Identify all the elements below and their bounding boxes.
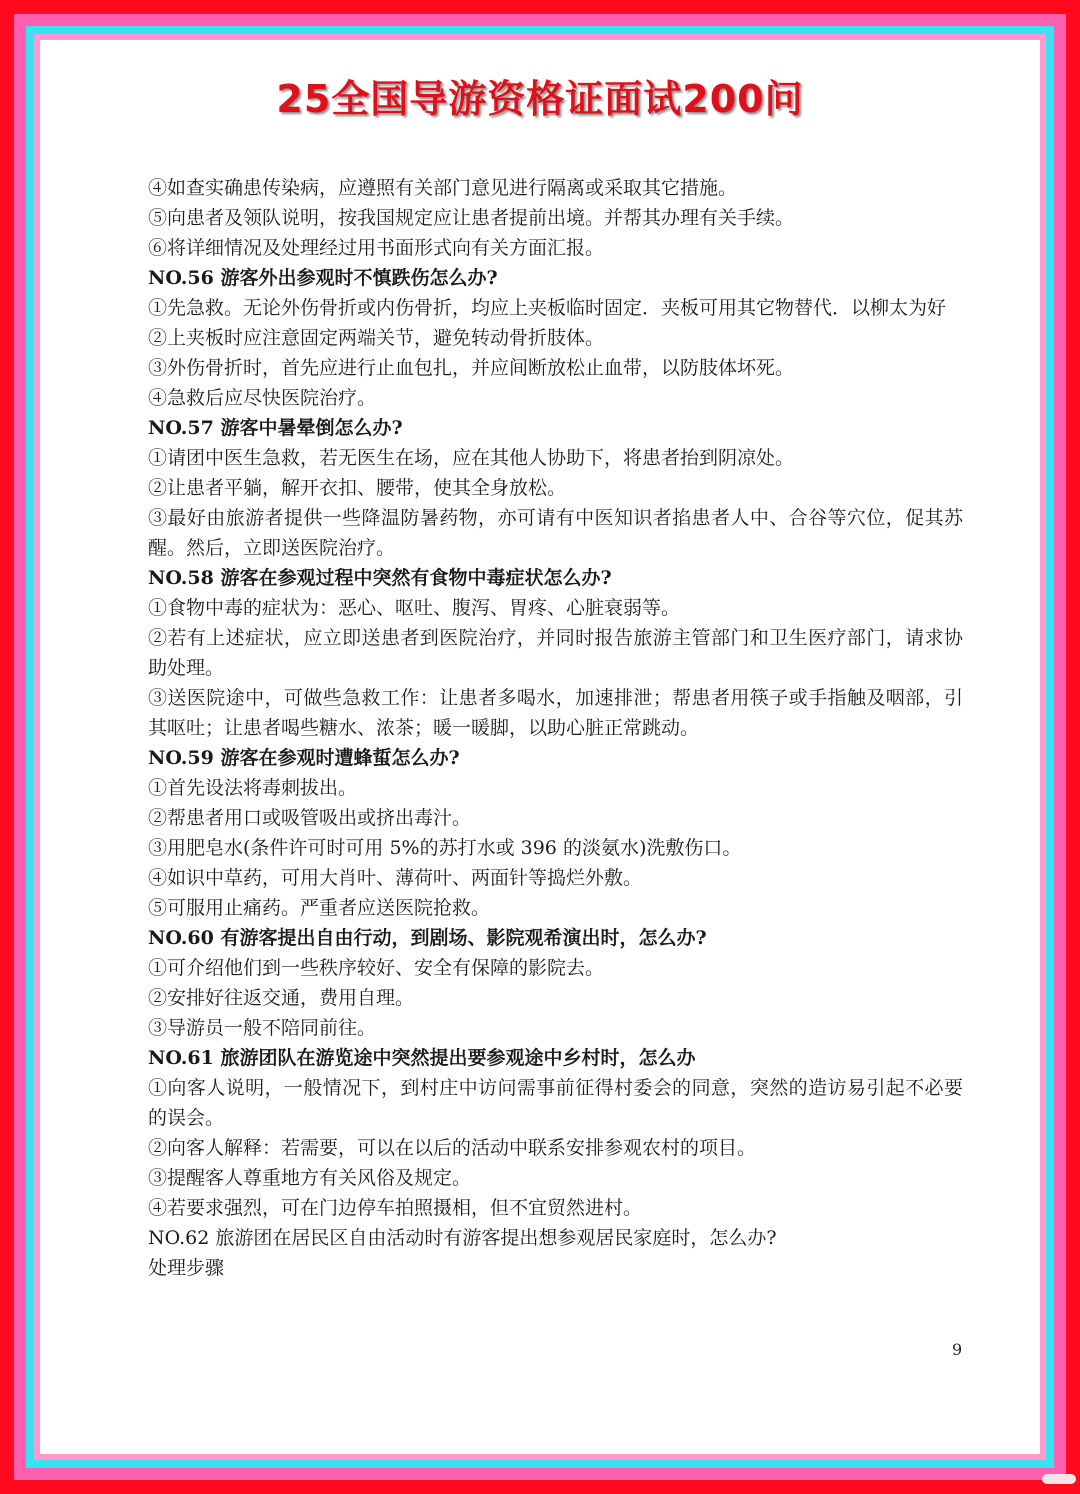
- text-line: ①请团中医生急救，若无医生在场，应在其他人协助下，将患者抬到阴凉处。: [148, 447, 795, 469]
- text-line: ③导游员一般不陪同前往。: [148, 1017, 377, 1039]
- text-line: ③用肥皂水(条件许可时可用 5%的苏打水或 396 的淡氨水)洗敷伤口。: [148, 837, 742, 859]
- text-line: ③提醒客人尊重地方有关风俗及规定。: [148, 1167, 472, 1189]
- text-line: ②安排好往返交通，费用自理。: [148, 987, 415, 1009]
- text-line: ②上夹板时应注意固定两端关节，避免转动骨折肢体。: [148, 327, 605, 349]
- question-heading: NO.56 游客外出参观时不慎跌伤怎么办?: [148, 267, 498, 289]
- text-line: ⑤可服用止痛药。严重者应送医院抢救。: [148, 897, 491, 919]
- text-line: ④如识中草药，可用大肖叶、薄荷叶、两面针等捣烂外敷。: [148, 867, 643, 889]
- text-line: ①先急救。无论外伤骨折或内伤骨折，均应上夹板临时固定．夹板可用其它物替代．以柳太为好: [148, 297, 947, 319]
- text-line: ④若要求强烈，可在门边停车拍照摄相，但不宜贸然进村。: [148, 1197, 643, 1219]
- text-line: ②让患者平躺，解开衣扣、腰带，使其全身放松。: [148, 477, 567, 499]
- question-heading: NO.61 旅游团队在游览途中突然提出要参观途中乡村时，怎么办: [148, 1047, 696, 1069]
- text-line: 处理步骤: [148, 1257, 225, 1279]
- text-line: ①首先设法将毒刺拔出。: [148, 777, 358, 799]
- document-body: [148, 173, 963, 1283]
- text-line: ②帮患者用口或吸管吸出或挤出毒汁。: [148, 807, 472, 829]
- text-line: NO.62 旅游团在居民区自由活动时有游客提出想参观居民家庭时，怎么办?: [148, 1227, 777, 1249]
- watermark-mark: [1042, 1474, 1076, 1484]
- text-line: ③送医院途中，可做些急救工作：让患者多喝水，加速排泄；帮患者用筷子或手指触及咽部，引其呕吐；让患者喝些糖水、浓茶；暖一暖脚，以助心脏正常跳动。: [148, 687, 963, 739]
- document-page: [40, 40, 1040, 1454]
- question-heading: NO.58 游客在参观过程中突然有食物中毒症状怎么办?: [148, 567, 612, 589]
- text-line: ①可介绍他们到一些秩序较好、安全有保障的影院去。: [148, 957, 605, 979]
- page-title: 25全国导游资格证面试200问: [276, 77, 804, 121]
- text-line: ①食物中毒的症状为：恶心、呕吐、腹泻、胃疼、心脏衰弱等。: [148, 597, 681, 619]
- question-heading: NO.57 游客中暑晕倒怎么办?: [148, 417, 403, 439]
- text-line: ④如查实确患传染病，应遵照有关部门意见进行隔离或采取其它措施。: [148, 177, 738, 199]
- text-line: ⑥将详细情况及处理经过用书面形式向有关方面汇报。: [148, 237, 605, 259]
- question-heading: NO.59 游客在参观时遭蜂蜇怎么办?: [148, 747, 460, 769]
- text-line: ③最好由旅游者提供一些降温防暑药物，亦可请有中医知识者掐患者人中、合谷等穴位，促其苏醒。然后，立即送医院治疗。: [148, 507, 963, 559]
- text-line: ④急救后应尽快医院治疗。: [148, 387, 377, 409]
- question-heading: NO.60 有游客提出自由行动，到剧场、影院观希演出时，怎么办?: [148, 927, 707, 949]
- text-line: ②若有上述症状，应立即送患者到医院治疗，并同时报告旅游主管部门和卫生医疗部门，请求协助处理。: [148, 627, 963, 679]
- text-line: ②向客人解释：若需要，可以在以后的活动中联系安排参观农村的项目。: [148, 1137, 757, 1159]
- text-line: ①向客人说明，一般情况下，到村庄中访问需事前征得村委会的同意，突然的造访易引起不必要的误会。: [148, 1077, 963, 1129]
- text-line: ⑤向患者及领队说明，按我国规定应让患者提前出境。并帮其办理有关手续。: [148, 207, 795, 229]
- text-line: ③外伤骨折时，首先应进行止血包扎，并应间断放松止血带，以防肢体坏死。: [148, 357, 795, 379]
- page-number: 9: [952, 1340, 963, 1359]
